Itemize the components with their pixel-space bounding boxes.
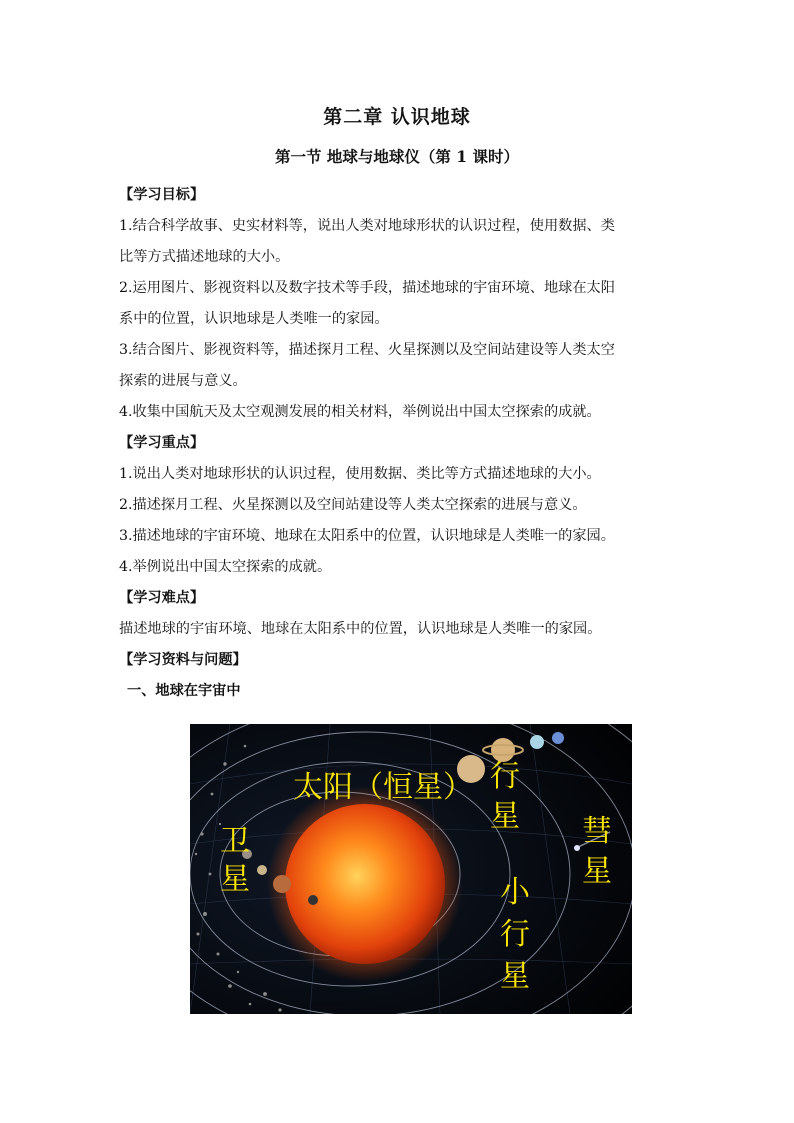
key-point-line: 4.举例说出中国太空探索的成就。 xyxy=(119,559,332,575)
objective-line: 比等方式描述地球的大小。 xyxy=(119,249,290,265)
key-points-heading: 【学习重点】 xyxy=(119,435,205,451)
objective-line: 系中的位置，认识地球是人类唯一的家园。 xyxy=(119,311,389,327)
difficulties-heading: 【学习难点】 xyxy=(119,590,205,606)
section-subtitle: 第一节 地球与地球仪（第 1 课时） xyxy=(275,147,519,166)
chapter-title: 第二章 认识地球 xyxy=(323,106,471,128)
section-heading: 一、地球在宇宙中 xyxy=(127,683,241,699)
satellite-label-top: 卫 xyxy=(220,824,250,859)
solar-system-figure xyxy=(190,724,632,1014)
planet-label-top: 行 xyxy=(490,759,520,794)
sun xyxy=(285,804,445,964)
objectives-heading: 【学习目标】 xyxy=(119,187,205,203)
asteroid-label-1: 小 xyxy=(500,875,530,910)
asteroid-label-2: 行 xyxy=(500,917,530,952)
comet-label-bottom: 星 xyxy=(582,854,612,889)
sun-label: 太阳（恒星） xyxy=(293,770,473,805)
objective-line: 探索的进展与意义。 xyxy=(119,373,247,389)
difficulty-line: 描述地球的宇宙环境、地球在太阳系中的位置，认识地球是人类唯一的家园。 xyxy=(119,621,602,637)
satellite-label-bottom: 星 xyxy=(220,862,250,897)
comet-label-top: 彗 xyxy=(582,814,612,849)
key-point-line: 2.描述探月工程、火星探测以及空间站建设等人类太空探索的进展与意义。 xyxy=(119,497,587,513)
objective-line: 4.收集中国航天及太空观测发展的相关材料，举例说出中国太空探索的成就。 xyxy=(119,404,601,420)
planet-label-bottom: 星 xyxy=(490,799,520,834)
objective-line: 3.结合图片、影视资料等，描述探月工程、火星探测以及空间站建设等人类太空 xyxy=(119,342,615,358)
key-point-line: 3.描述地球的宇宙环境、地球在太阳系中的位置，认识地球是人类唯一的家园。 xyxy=(119,528,615,544)
solar-system-image xyxy=(190,724,632,1014)
objective-line: 2.运用图片、影视资料以及数字技术等手段，描述地球的宇宙环境、地球在太阳 xyxy=(119,280,615,296)
document-body xyxy=(119,180,689,707)
asteroid-label-3: 星 xyxy=(500,959,530,994)
key-point-line: 1.说出人类对地球形状的认识过程，使用数据、类比等方式描述地球的大小。 xyxy=(119,466,601,482)
objective-line: 1.结合科学故事、史实材料等，说出人类对地球形状的认识过程，使用数据、类 xyxy=(119,218,615,234)
materials-heading: 【学习资料与问题】 xyxy=(119,652,247,668)
